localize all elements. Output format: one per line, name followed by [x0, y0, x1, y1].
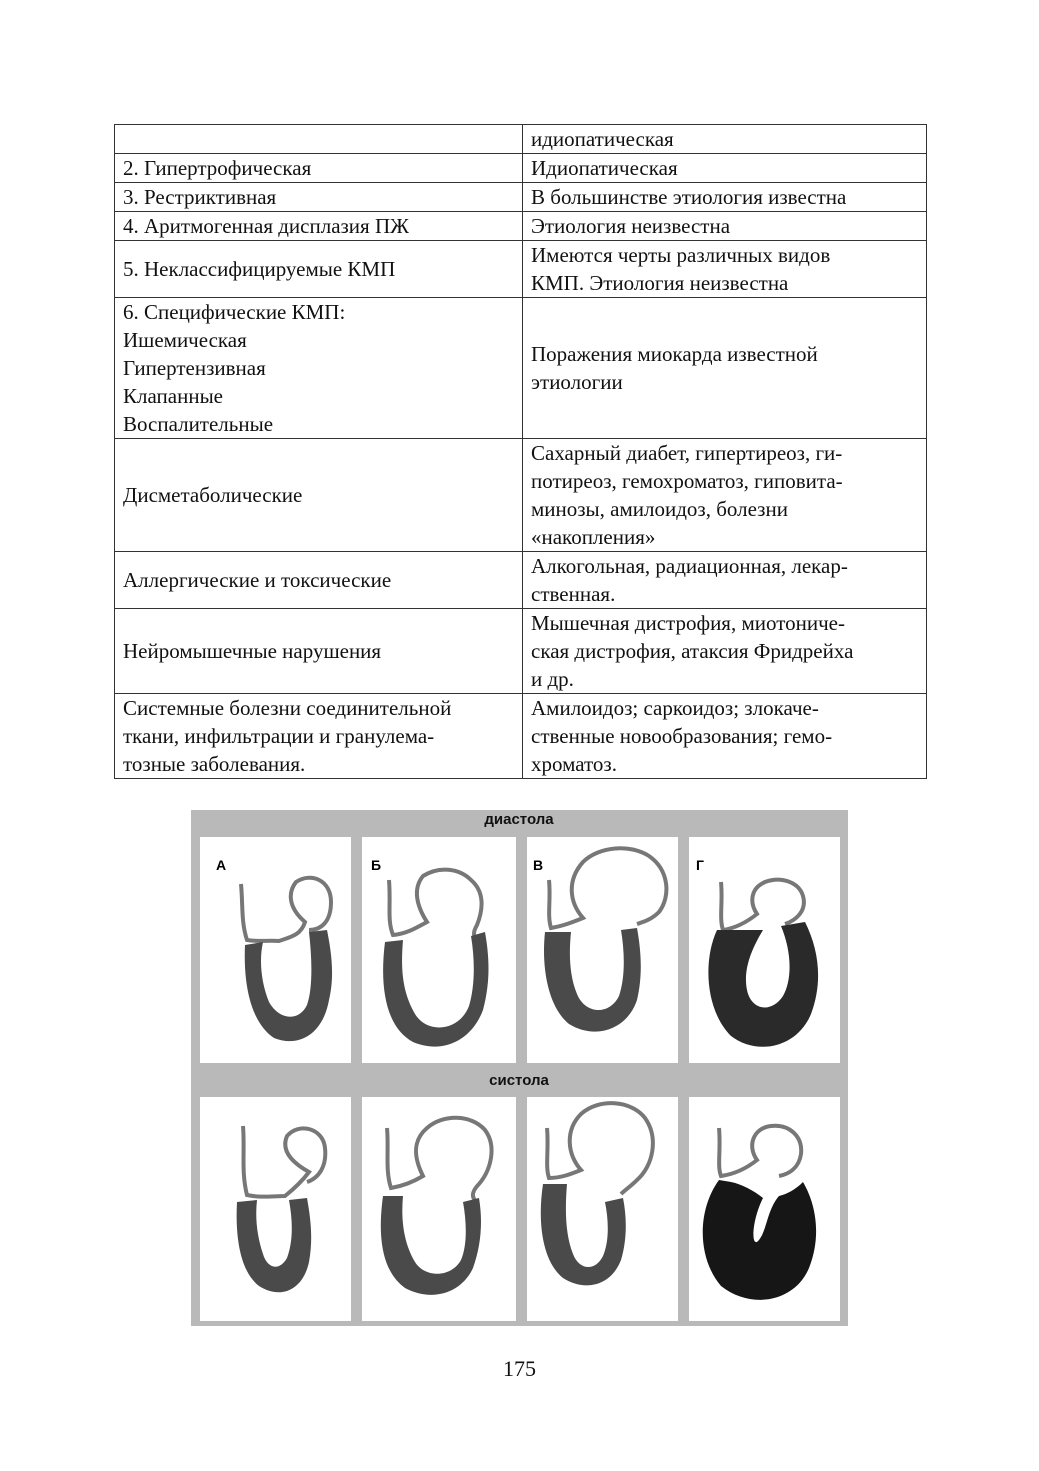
panel-letter-v: В: [533, 857, 544, 873]
cardiomyopathy-type-cell: [115, 298, 523, 439]
cell-line: ственные новообразования; гемо-: [531, 724, 833, 748]
cell-line: ственная.: [531, 582, 616, 606]
cardiomyopathy-type-cell: [115, 609, 523, 694]
etiology-cell: [523, 298, 927, 439]
ventricle-muscle: [703, 1180, 816, 1300]
panel-letter-a: А: [216, 857, 227, 873]
diastole-panel-v: [527, 837, 678, 1063]
cell-line: Амилоидоз; саркоидоз; злокаче-: [531, 696, 819, 720]
cardiomyopathy-type-cell: [115, 552, 523, 609]
cell-line: «накопления»: [531, 525, 656, 549]
cell-line: Нейромышечные нарушения: [123, 639, 382, 663]
cell-line: 5. Неклассифицируемые КМП: [123, 257, 396, 281]
cell-line: ская дистрофия, атаксия Фридрейха: [531, 639, 854, 663]
table-row: [115, 241, 927, 298]
table-row: [115, 212, 927, 241]
cardiomyopathy-type-cell: [115, 694, 523, 779]
etiology-cell: [523, 694, 927, 779]
etiology-cell: [523, 154, 927, 183]
cell-line: КМП. Этиология неизвестна: [531, 271, 789, 295]
cell-line: Системные болезни соединительной: [123, 696, 452, 720]
cell-line: Ишемическая: [123, 328, 247, 352]
panel-letter-g: Г: [696, 857, 704, 873]
diastole-panel-b: [362, 837, 516, 1063]
cell-line: минозы, амилоидоз, болезни: [531, 497, 788, 521]
etiology-cell: [523, 125, 927, 154]
cardiomyopathy-type-cell: [115, 241, 523, 298]
cell-line: Воспалительные: [123, 412, 274, 436]
table-row: [115, 609, 927, 694]
table-row: [115, 183, 927, 212]
cell-line: Мышечная дистрофия, миотониче-: [531, 611, 845, 635]
systole-panel-v: [527, 1097, 678, 1321]
cell-line: 3. Рестриктивная: [123, 185, 277, 209]
table-row: [115, 154, 927, 183]
cardiomyopathy-type-cell: [115, 154, 523, 183]
diastole-panel-g: [689, 837, 840, 1063]
diastole-label: диастола: [484, 811, 554, 828]
etiology-cell: [523, 609, 927, 694]
systole-panel-g: [689, 1097, 840, 1321]
table-row: [115, 439, 927, 552]
cell-line: и др.: [531, 667, 574, 691]
cardiomyopathy-classification-table: [114, 124, 927, 779]
cell-line: [123, 125, 514, 153]
cell-line: В большинстве этиология известна: [531, 185, 847, 209]
cell-line: Этиология неизвестна: [531, 214, 731, 238]
page-number: 175: [503, 1356, 536, 1381]
cell-line: Идиопатическая: [531, 156, 678, 180]
table-row: [115, 298, 927, 439]
table-row: [115, 125, 927, 154]
etiology-cell: [523, 552, 927, 609]
table-row: [115, 552, 927, 609]
panel-letter-b: Б: [371, 857, 382, 873]
cell-line: Гипертензивная: [123, 356, 266, 380]
cell-line: идиопатическая: [531, 127, 674, 151]
cell-line: этиологии: [531, 370, 623, 394]
cardiomyopathy-figure: [191, 810, 848, 1326]
table-row: [115, 694, 927, 779]
etiology-cell: [523, 241, 927, 298]
heart-diagram-svg: [191, 810, 848, 1326]
systole-panel-a: [200, 1097, 351, 1321]
cardiomyopathy-type-cell: [115, 439, 523, 552]
etiology-cell: [523, 212, 927, 241]
cell-line: тозные заболевания.: [123, 752, 306, 776]
cell-line: Дисметаболические: [123, 483, 303, 507]
systole-label: систола: [489, 1072, 549, 1089]
cell-line: Имеются черты различных видов: [531, 243, 831, 267]
cardiomyopathy-type-cell: [115, 125, 523, 154]
cell-line: Алкогольная, радиационная, лекар-: [531, 554, 848, 578]
cardiomyopathy-type-cell: [115, 183, 523, 212]
cell-line: 2. Гипертрофическая: [123, 156, 312, 180]
cell-line: Поражения миокарда известной: [531, 342, 818, 366]
etiology-cell: [523, 183, 927, 212]
diastole-panel-a: [200, 837, 351, 1063]
cardiomyopathy-type-cell: [115, 212, 523, 241]
cell-line: Клапанные: [123, 384, 223, 408]
cell-line: потиреоз, гемохроматоз, гиповита-: [531, 469, 843, 493]
systole-panel-b: [362, 1097, 516, 1321]
cell-line: 6. Специфические КМП:: [123, 300, 346, 324]
cell-line: ткани, инфильтрации и гранулема-: [123, 724, 435, 748]
etiology-cell: [523, 439, 927, 552]
cell-line: Сахарный диабет, гипертиреоз, ги-: [531, 441, 843, 465]
cell-line: 4. Аритмогенная дисплазия ПЖ: [123, 214, 409, 238]
cell-line: Аллергические и токсические: [123, 568, 392, 592]
table-body: [115, 125, 927, 779]
cell-line: хроматоз.: [531, 752, 617, 776]
